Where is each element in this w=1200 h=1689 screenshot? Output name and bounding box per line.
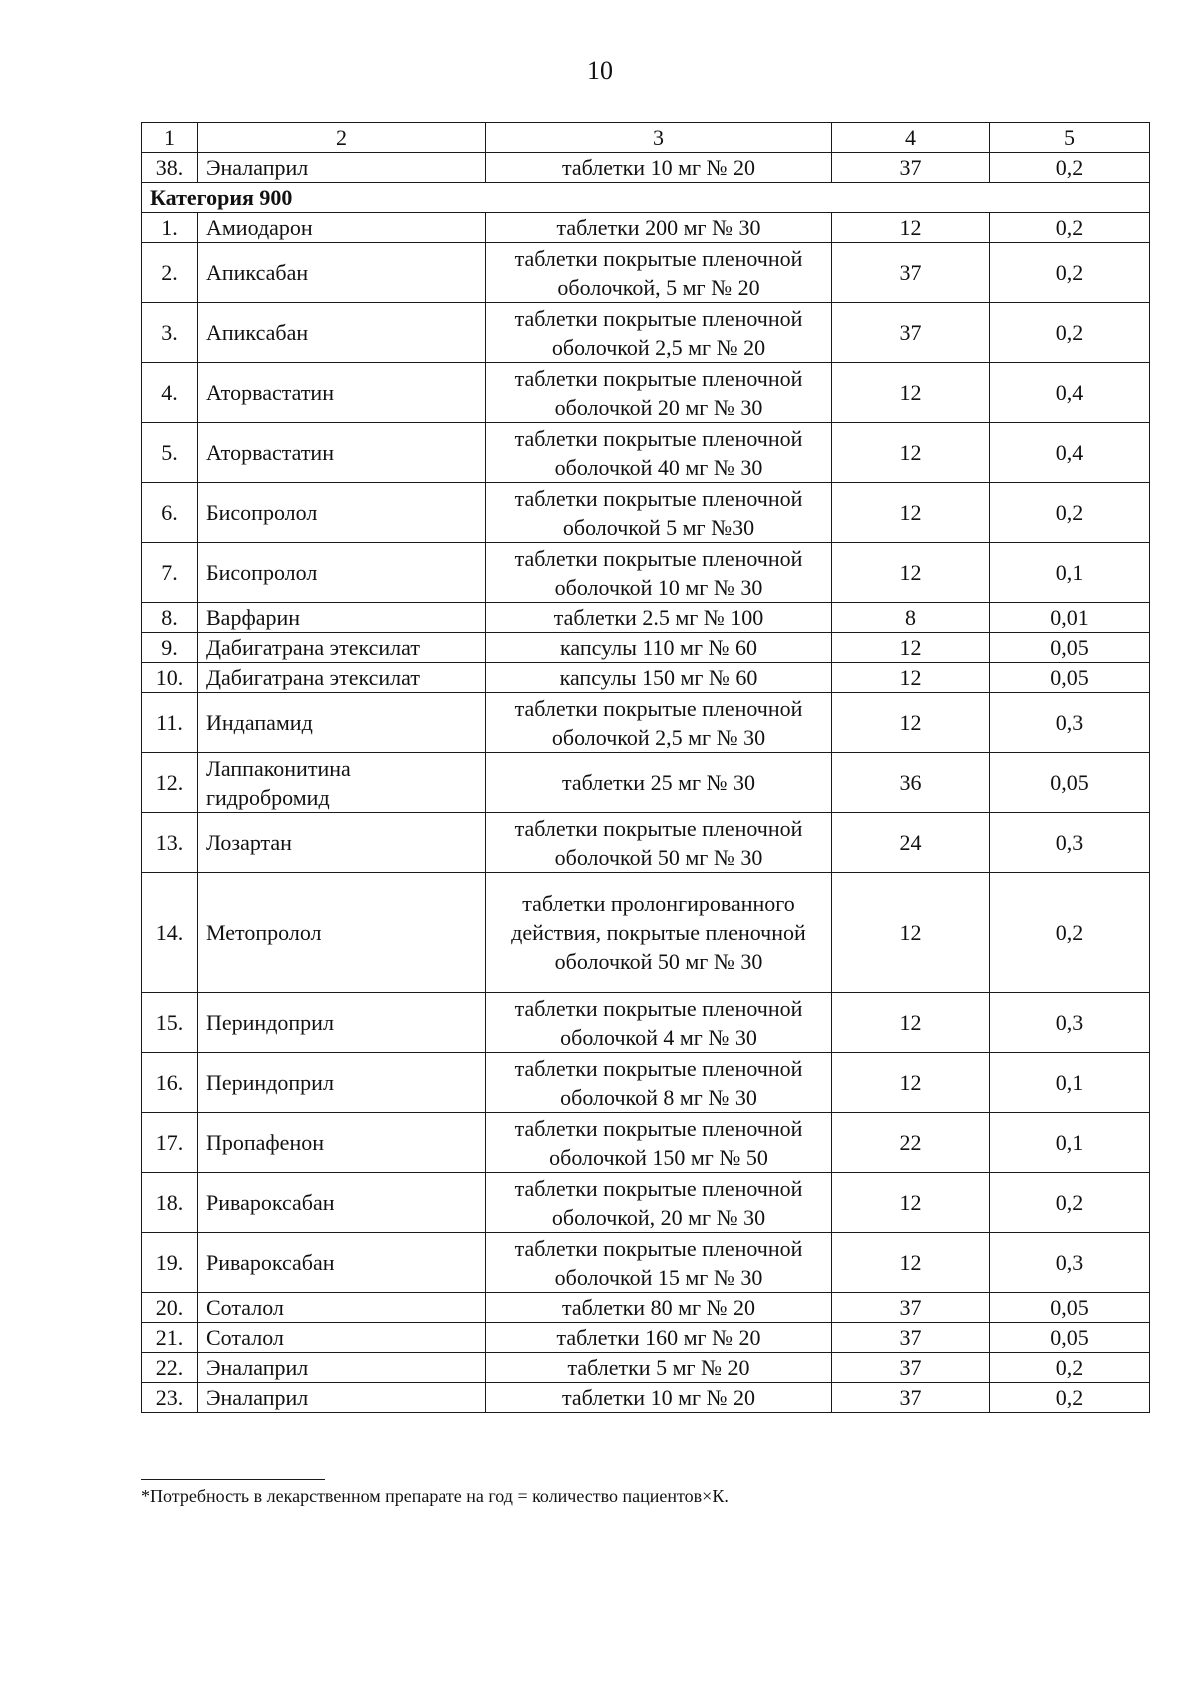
column-header-5: 5 bbox=[990, 123, 1150, 153]
table-row bbox=[142, 1113, 1150, 1173]
drug-name: Бисопролол bbox=[198, 543, 486, 603]
footnote-divider bbox=[141, 1479, 325, 1480]
table-row bbox=[142, 1233, 1150, 1293]
table-row bbox=[142, 873, 1150, 993]
table-row bbox=[142, 1323, 1150, 1353]
patient-count: 12 bbox=[832, 1173, 990, 1233]
row-number: 14. bbox=[142, 873, 198, 993]
coefficient: 0,4 bbox=[990, 363, 1150, 423]
row-number: 16. bbox=[142, 1053, 198, 1113]
drug-name: Соталол bbox=[198, 1323, 486, 1353]
drug-name: Апиксабан bbox=[198, 243, 486, 303]
column-header-1: 1 bbox=[142, 123, 198, 153]
drug-name: Пропафенон bbox=[198, 1113, 486, 1173]
drug-name: Дабигатрана этексилат bbox=[198, 663, 486, 693]
patient-count: 36 bbox=[832, 753, 990, 813]
table-row bbox=[142, 363, 1150, 423]
column-header-3: 3 bbox=[486, 123, 832, 153]
patient-count: 12 bbox=[832, 633, 990, 663]
drug-name: Амиодарон bbox=[198, 213, 486, 243]
row-number: 6. bbox=[142, 483, 198, 543]
table-row bbox=[142, 213, 1150, 243]
row-number: 13. bbox=[142, 813, 198, 873]
row-number: 2. bbox=[142, 243, 198, 303]
row-number: 1. bbox=[142, 213, 198, 243]
patient-count: 12 bbox=[832, 693, 990, 753]
row-number: 21. bbox=[142, 1323, 198, 1353]
table-row bbox=[142, 753, 1150, 813]
coefficient: 0,2 bbox=[990, 1383, 1150, 1413]
patient-count: 37 bbox=[832, 153, 990, 183]
column-header-4: 4 bbox=[832, 123, 990, 153]
table-row bbox=[142, 603, 1150, 633]
patient-count: 12 bbox=[832, 993, 990, 1053]
patient-count: 12 bbox=[832, 1233, 990, 1293]
coefficient: 0,05 bbox=[990, 753, 1150, 813]
coefficient: 0,4 bbox=[990, 423, 1150, 483]
table-row bbox=[142, 1173, 1150, 1233]
patient-count: 12 bbox=[832, 483, 990, 543]
coefficient: 0,2 bbox=[990, 483, 1150, 543]
table-row bbox=[142, 483, 1150, 543]
table-row bbox=[142, 153, 1150, 183]
drug-name: Бисопролол bbox=[198, 483, 486, 543]
patient-count: 8 bbox=[832, 603, 990, 633]
drug-form: таблетки покрытые пленочной оболочкой 2,5 мг № 20 bbox=[486, 303, 832, 363]
patient-count: 12 bbox=[832, 873, 990, 993]
coefficient: 0,2 bbox=[990, 153, 1150, 183]
row-number: 22. bbox=[142, 1353, 198, 1383]
drug-name: Индапамид bbox=[198, 693, 486, 753]
coefficient: 0,01 bbox=[990, 603, 1150, 633]
drug-form: таблетки покрытые пленочной оболочкой 15 мг № 30 bbox=[486, 1233, 832, 1293]
table-row bbox=[142, 1053, 1150, 1113]
drug-form: таблетки покрытые пленочной оболочкой 150 мг № 50 bbox=[486, 1113, 832, 1173]
coefficient: 0,1 bbox=[990, 1053, 1150, 1113]
page-number: 10 bbox=[587, 56, 613, 85]
drug-name: Лозартан bbox=[198, 813, 486, 873]
table-row bbox=[142, 663, 1150, 693]
coefficient: 0,3 bbox=[990, 693, 1150, 753]
row-number: 15. bbox=[142, 993, 198, 1053]
coefficient: 0,3 bbox=[990, 1233, 1150, 1293]
table-row bbox=[142, 633, 1150, 663]
coefficient: 0,2 bbox=[990, 243, 1150, 303]
category-label: Категория 900 bbox=[142, 183, 1150, 213]
category-row bbox=[142, 183, 1150, 213]
table-row bbox=[142, 303, 1150, 363]
drug-form: таблетки покрытые пленочной оболочкой 50 мг № 30 bbox=[486, 813, 832, 873]
coefficient: 0,05 bbox=[990, 633, 1150, 663]
drug-name: Эналаприл bbox=[198, 1383, 486, 1413]
row-number: 10. bbox=[142, 663, 198, 693]
row-number: 12. bbox=[142, 753, 198, 813]
table-row bbox=[142, 813, 1150, 873]
drug-name: Периндоприл bbox=[198, 993, 486, 1053]
drug-form: капсулы 150 мг № 60 bbox=[486, 663, 832, 693]
drug-form: таблетки 2.5 мг № 100 bbox=[486, 603, 832, 633]
coefficient: 0,2 bbox=[990, 873, 1150, 993]
patient-count: 22 bbox=[832, 1113, 990, 1173]
patient-count: 12 bbox=[832, 363, 990, 423]
table-row bbox=[142, 1383, 1150, 1413]
drug-name: Периндоприл bbox=[198, 1053, 486, 1113]
patient-count: 12 bbox=[832, 663, 990, 693]
drug-form: таблетки 25 мг № 30 bbox=[486, 753, 832, 813]
drug-name: Эналаприл bbox=[198, 1353, 486, 1383]
drug-form: таблетки покрытые пленочной оболочкой 10 мг № 30 bbox=[486, 543, 832, 603]
drug-name: Аторвастатин bbox=[198, 363, 486, 423]
patient-count: 12 bbox=[832, 543, 990, 603]
drug-form: таблетки покрытые пленочной оболочкой, 20 мг № 30 bbox=[486, 1173, 832, 1233]
table-row bbox=[142, 1293, 1150, 1323]
drug-name: Эналаприл bbox=[198, 153, 486, 183]
coefficient: 0,05 bbox=[990, 663, 1150, 693]
column-header-2: 2 bbox=[198, 123, 486, 153]
coefficient: 0,2 bbox=[990, 303, 1150, 363]
coefficient: 0,2 bbox=[990, 1353, 1150, 1383]
drug-form: таблетки 80 мг № 20 bbox=[486, 1293, 832, 1323]
drug-form: таблетки покрытые пленочной оболочкой 8 мг № 30 bbox=[486, 1053, 832, 1113]
patient-count: 12 bbox=[832, 213, 990, 243]
patient-count: 37 bbox=[832, 1383, 990, 1413]
table-row bbox=[142, 993, 1150, 1053]
coefficient: 0,3 bbox=[990, 993, 1150, 1053]
drug-name: Варфарин bbox=[198, 603, 486, 633]
drug-form: капсулы 110 мг № 60 bbox=[486, 633, 832, 663]
patient-count: 37 bbox=[832, 1323, 990, 1353]
drug-form: таблетки покрытые пленочной оболочкой, 5 мг № 20 bbox=[486, 243, 832, 303]
drug-name: Ривароксабан bbox=[198, 1233, 486, 1293]
table-row bbox=[142, 693, 1150, 753]
drug-name: Метопролол bbox=[198, 873, 486, 993]
coefficient: 0,05 bbox=[990, 1293, 1150, 1323]
table-row bbox=[142, 423, 1150, 483]
patient-count: 37 bbox=[832, 243, 990, 303]
drug-form: таблетки 10 мг № 20 bbox=[486, 1383, 832, 1413]
row-number: 17. bbox=[142, 1113, 198, 1173]
drug-form: таблетки 200 мг № 30 bbox=[486, 213, 832, 243]
drug-form: таблетки пролонгированного действия, покрытые пленочной оболочкой 50 мг № 30 bbox=[486, 873, 832, 993]
patient-count: 37 bbox=[832, 1353, 990, 1383]
patient-count: 37 bbox=[832, 1293, 990, 1323]
table-row bbox=[142, 543, 1150, 603]
drug-form: таблетки покрытые пленочной оболочкой 5 мг №30 bbox=[486, 483, 832, 543]
drug-name: Апиксабан bbox=[198, 303, 486, 363]
row-number: 9. bbox=[142, 633, 198, 663]
drug-name: Соталол bbox=[198, 1293, 486, 1323]
patient-count: 37 bbox=[832, 303, 990, 363]
drug-form: таблетки 10 мг № 20 bbox=[486, 153, 832, 183]
patient-count: 12 bbox=[832, 423, 990, 483]
row-number: 5. bbox=[142, 423, 198, 483]
row-number: 8. bbox=[142, 603, 198, 633]
drug-name: Аторвастатин bbox=[198, 423, 486, 483]
patient-count: 24 bbox=[832, 813, 990, 873]
coefficient: 0,3 bbox=[990, 813, 1150, 873]
drug-form: таблетки покрытые пленочной оболочкой 4 мг № 30 bbox=[486, 993, 832, 1053]
row-number: 18. bbox=[142, 1173, 198, 1233]
row-number: 23. bbox=[142, 1383, 198, 1413]
row-number: 4. bbox=[142, 363, 198, 423]
row-number: 20. bbox=[142, 1293, 198, 1323]
table-row bbox=[142, 1353, 1150, 1383]
coefficient: 0,1 bbox=[990, 543, 1150, 603]
row-number: 19. bbox=[142, 1233, 198, 1293]
table-row bbox=[142, 243, 1150, 303]
footnote: *Потребность в лекарственном препарате на год = количество пациентов×К. bbox=[141, 1486, 729, 1506]
coefficient: 0,05 bbox=[990, 1323, 1150, 1353]
drug-name: Ривароксабан bbox=[198, 1173, 486, 1233]
patient-count: 12 bbox=[832, 1053, 990, 1113]
drug-form: таблетки 160 мг № 20 bbox=[486, 1323, 832, 1353]
coefficient: 0,1 bbox=[990, 1113, 1150, 1173]
drug-form: таблетки покрытые пленочной оболочкой 20 мг № 30 bbox=[486, 363, 832, 423]
row-number: 11. bbox=[142, 693, 198, 753]
drug-table bbox=[141, 122, 1150, 1413]
drug-form: таблетки покрытые пленочной оболочкой 40 мг № 30 bbox=[486, 423, 832, 483]
table-header-row bbox=[142, 123, 1150, 153]
row-number: 38. bbox=[142, 153, 198, 183]
row-number: 3. bbox=[142, 303, 198, 363]
drug-form: таблетки покрытые пленочной оболочкой 2,5 мг № 30 bbox=[486, 693, 832, 753]
coefficient: 0,2 bbox=[990, 1173, 1150, 1233]
coefficient: 0,2 bbox=[990, 213, 1150, 243]
drug-name: Дабигатрана этексилат bbox=[198, 633, 486, 663]
row-number: 7. bbox=[142, 543, 198, 603]
drug-form: таблетки 5 мг № 20 bbox=[486, 1353, 832, 1383]
drug-name: Лаппаконитина гидробромид bbox=[198, 753, 486, 813]
